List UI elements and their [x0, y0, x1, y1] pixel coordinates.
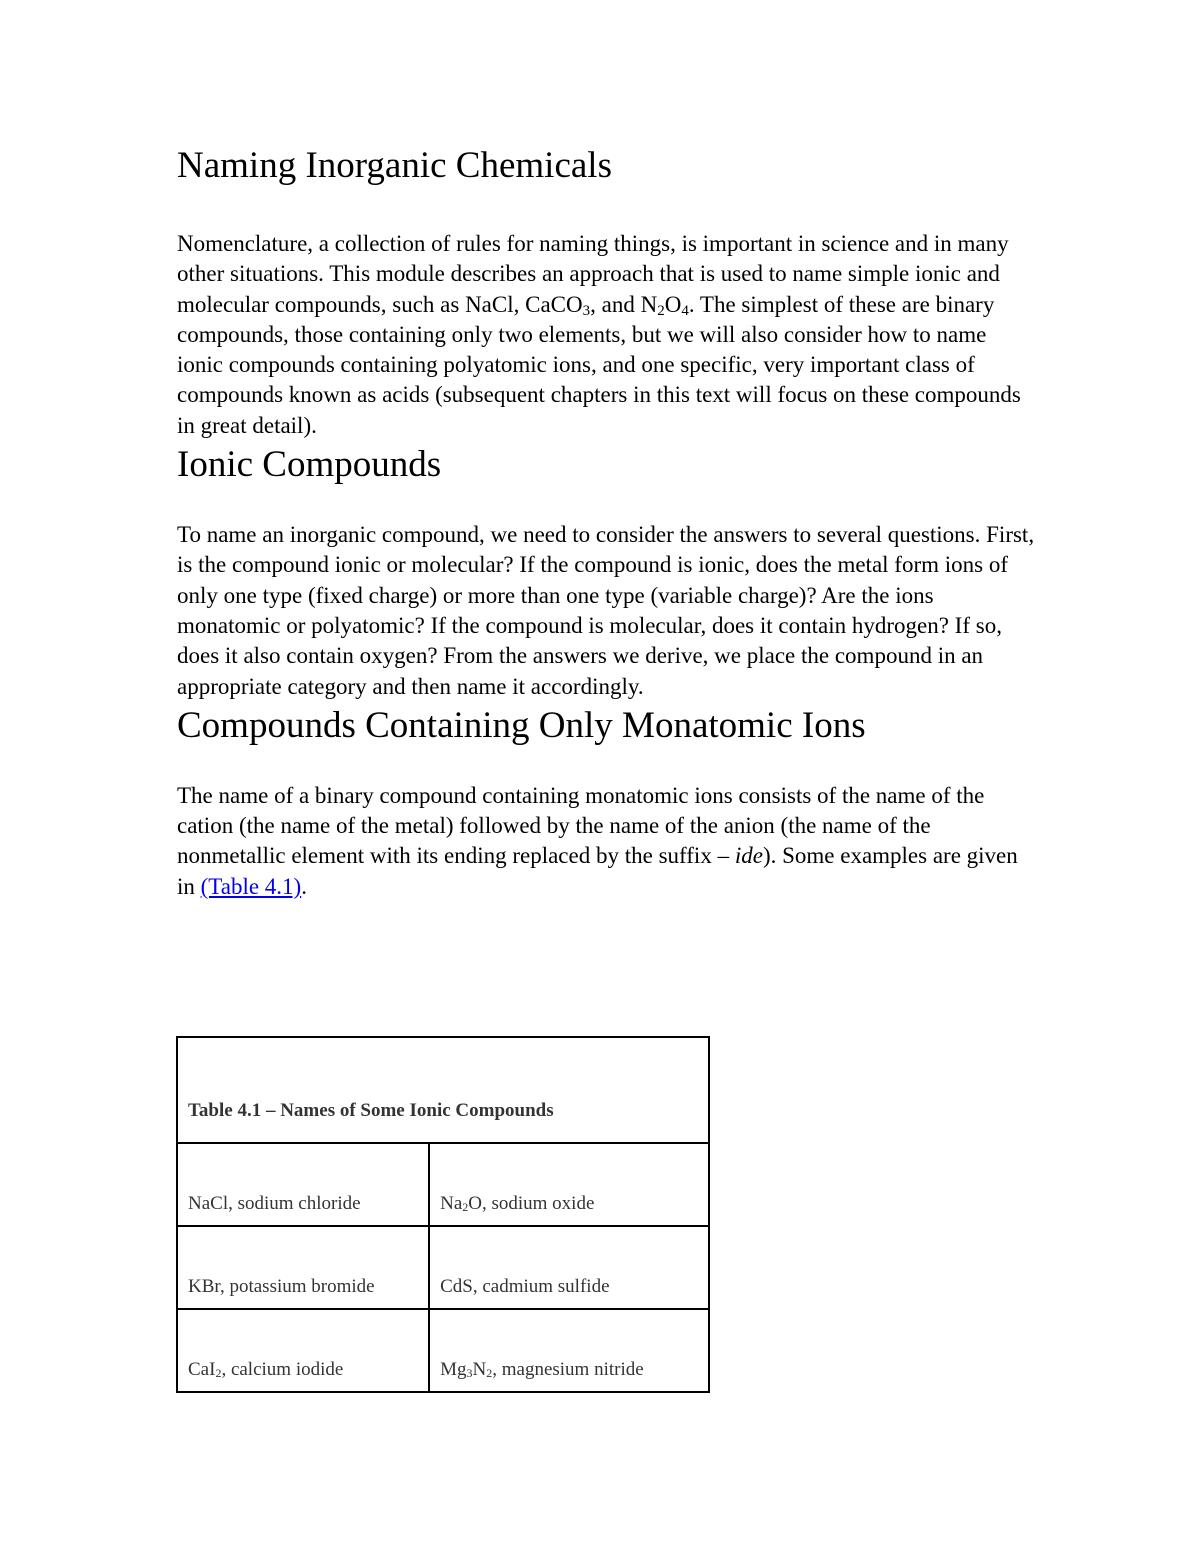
table-cell: CaI$_2$, calcium iodide	[177, 1309, 429, 1392]
ionic-compounds-table	[176, 1036, 710, 1393]
monatomic-ions-heading: Compounds Containing Only Monatomic Ions	[177, 704, 866, 746]
table-caption: Table 4.1 – Names of Some Ionic Compounds	[177, 1037, 709, 1143]
document-content	[177, 140, 1037, 902]
table-cell: CdS, cadmium sulfide	[429, 1226, 709, 1309]
ionic-compounds-heading: Ionic Compounds	[177, 444, 442, 486]
intro-paragraph	[177, 229, 1037, 441]
table-row	[177, 1143, 709, 1226]
subscript: 3	[582, 302, 591, 319]
monatomic-ions-paragraph	[177, 781, 1037, 902]
suffix-text: ide	[734, 843, 763, 869]
table-cell: $Na_2O$, sodium oxide	[429, 1143, 709, 1226]
table-row	[177, 1226, 709, 1309]
intro-text: O	[664, 291, 682, 317]
ionic-compounds-paragraph: To name an inorganic compound, we need to consider the answers to several questions. First, is the compound ionic or molecular? If the compound is ionic, does the metal form ions of only one type (fixed charge) or more than one type (variable charge)? Are the ions monatomic or polyatomic? If the compound is molecular, does it contain hydrogen? If so, does it also contain oxygen? From the answers we derive, we place the compound in an appropriate category and then name it accordingly.	[177, 522, 1035, 699]
table-cell: $Mg_3N_2$, magnesium nitride	[429, 1309, 709, 1392]
monatomic-text: ). Some examples are given in	[177, 843, 1018, 899]
page-title: Naming Inorganic Chemicals	[177, 145, 612, 186]
intro-text: , and N	[590, 291, 658, 317]
subscript: 4	[681, 302, 689, 319]
monatomic-text: .	[301, 873, 307, 899]
table-caption-row	[177, 1037, 709, 1143]
intro-text: . The simplest of these are binary compounds, those containing only two elements, but we will also consider how to name ionic compounds containing polyatomic ions, and one specific, very important class of compounds known as acids (subsequent chapters in this text will focus on these compounds in great detail).	[177, 291, 1021, 438]
table-cell: KBr, potassium bromide	[177, 1226, 429, 1309]
table-row	[177, 1309, 709, 1392]
monatomic-text: The name of a binary compound containing monatomic ions consists of the name of the cation (the name of the metal) followed by the name of the anion (the name of the nonmetallic element with its ending replaced by the suffix –	[177, 782, 985, 869]
table-4-1-link[interactable]: (Table 4.1)	[200, 873, 302, 899]
subscript: 2	[657, 302, 665, 319]
intro-text: Nomenclature, a collection of rules for naming things, is important in science and in many other situations. This module describes an approach that is used to name simple ionic and molecular compounds, such as NaCl, CaCO	[177, 231, 1009, 317]
table-cell: NaCl, sodium chloride	[177, 1143, 429, 1226]
